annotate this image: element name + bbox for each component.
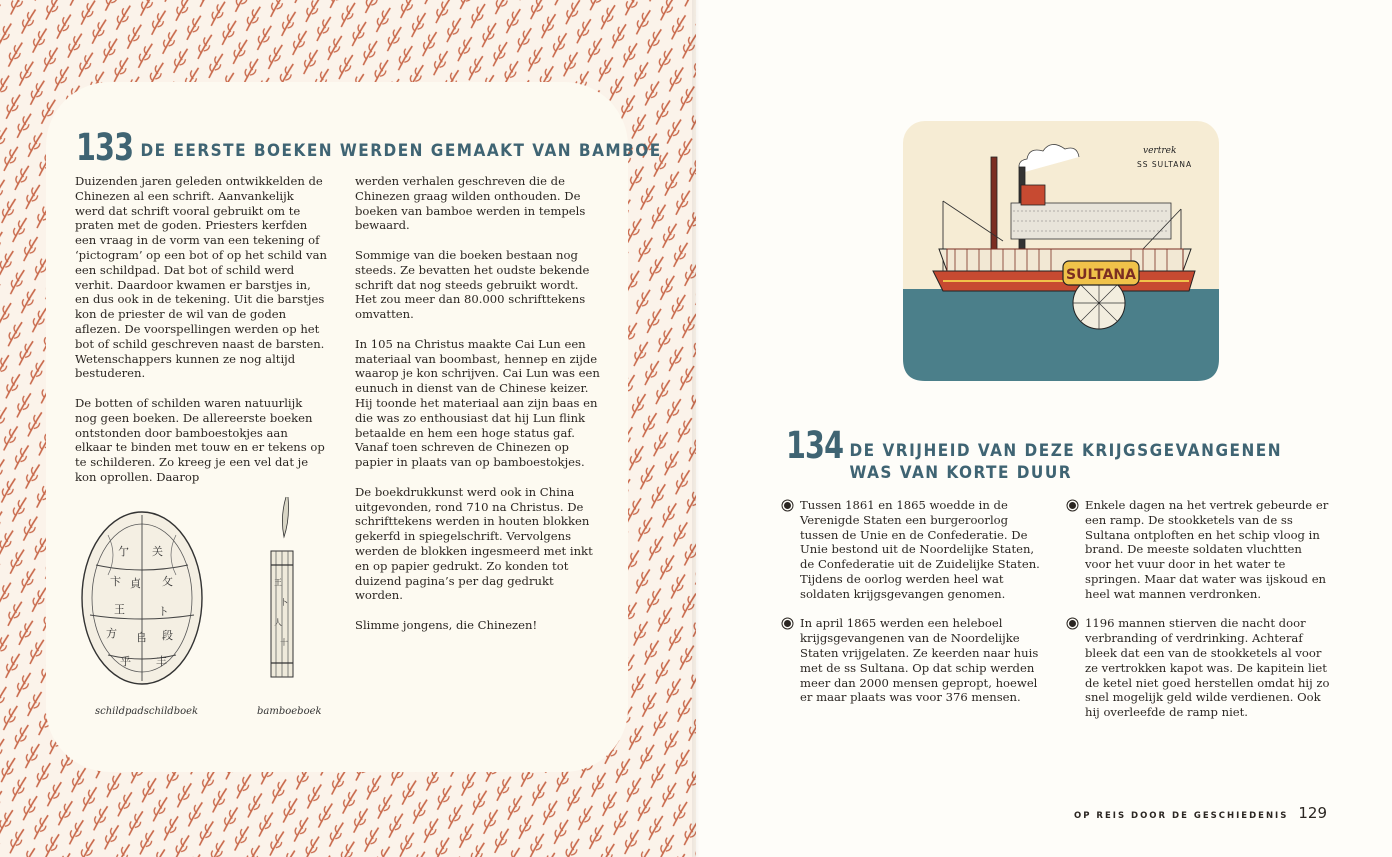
steamboat-sultana-illustration [903,121,1219,383]
section-title-line1: DE VRIJHEID VAN DEZE KRIJGSGEVANGENEN [849,441,1282,461]
svg-text:貞: 貞 [130,577,141,590]
text-column-2 [355,174,603,648]
svg-text:卜: 卜 [280,598,288,607]
running-footer-label: OP REIS DOOR DE GESCHIEDENIS [1074,811,1289,821]
section-number: 133 [76,126,134,169]
section-title-line2: WAS VAN KORTE DUUR [849,463,1073,483]
section-number: 134 [786,424,844,467]
right-page [696,0,1392,857]
bullet-icon [1069,620,1076,627]
bullet-text: Enkele dagen na het vertrek gebeurde er een ramp. De stookketels van de ss Sultana ontploften en het schip vloog in brand. De meeste soldaten vluchtten voor het vuur door in het water te springen. Maar dat water was ijskoud en heel wat mannen verdronken. [1085,498,1329,601]
section-heading-134 [786,424,1282,484]
svg-text:ト: ト [158,605,169,618]
bullet-icon [784,502,791,509]
section-heading-133 [76,126,662,169]
bullet-text: Tussen 1861 en 1865 woedde in de Verenigde Staten een burgeroorlog tussen de Unie en de Confederatie. De Unie bestond uit de Noordelijke Staten, de Confederatie uit de Zuidelijke Staten. Tijdens de oorlog werden heel wat soldaten krijgsgevangen genomen. [800,498,1040,601]
caption-turtle-shell: schildpadschildboek [95,706,199,717]
turtle-shell-illustration [78,505,210,695]
bullet-item [784,498,1040,602]
paragraph: De botten of schilden waren natuurlijk nog geen boeken. De allereerste boeken ontstonden door bamboestokjes aan elkaar te binden met touw en er tekens op te schilderen. Zo kreeg je een vel dat je kon oprollen. Daarop [75,395,325,484]
bullet-text: In april 1865 werden een heleboel krijgsgevangenen van de Noordelijke Staten vrijgelaten. Ze keerden naar huis met de ss Sultana. Op dat schip werden meer dan 2000 mensen gepropt, hoewel er maar plaats was voor 376 mensen. [800,616,1039,705]
ship-name-label: SULTANA [1066,267,1136,283]
svg-text:丰: 丰 [156,655,167,668]
svg-text:乎: 乎 [120,655,131,668]
bullet-item [784,616,1040,705]
bullet-icon [1069,502,1076,509]
caption-bamboo-book: bamboeboek [257,706,322,717]
paragraph: In 105 na Christus maakte Cai Lun een materiaal van boombast, hennep en zijde waarop je kon schrijven. Cai Lun was een eunuch in dienst van de Chinese keizer. Hij toonde het materiaal aan zijn baas en die was zo enthousiast dat hij Lun flink betaalde en hem een hoge status gaf. Vanaf toen schreven de Chinezen op papier in plaats van op bamboestokjes. [355,336,600,470]
svg-text:方: 方 [106,627,117,640]
text-column-1 [75,174,327,500]
page-number: 129 [1298,804,1327,822]
bullet-item [1069,616,1331,720]
illustration-caption-line2: SS SULTANA [1137,160,1193,169]
bullet-column-2 [1069,498,1331,735]
book-spine-shadow [692,0,700,857]
paragraph: De boekdrukkunst werd ook in China uitgevonden, rond 710 na Christus. De schrifttekens werden in houten blokken gekerfd in spiegelschrift. Vervolgens werden de blokken ingesmeerd met inkt en op papier gedrukt. Zo konden tot duizend pagina’s per dag gedrukt worden. [355,484,593,603]
svg-text:人: 人 [274,618,282,627]
svg-text:段: 段 [162,629,173,642]
svg-text:攵: 攵 [162,575,173,588]
svg-text:关: 关 [152,545,163,558]
bamboo-book-illustration [262,495,302,690]
svg-text:亇: 亇 [118,545,129,558]
bullet-column-1 [784,498,1040,720]
page-footer [1074,804,1327,822]
paragraph: Sommige van die boeken bestaan nog steeds. Ze bevatten het oudste bekende schrift dat nog steeds gebruikt wordt. Het zou meer dan 80.000 schrifttekens omvatten. [355,247,590,322]
paragraph: Slimme jongens, die Chinezen! [355,617,538,632]
section-title: DE EERSTE BOEKEN WERDEN GEMAAKT VAN BAMBOE [140,141,662,161]
bullet-text: 1196 mannen stierven die nacht door verbranding of verdrinking. Achteraf bleek dat een van de stookketels al voor ze vertrokken kapot was. De kapitein liet de ketel niet goed herstellen omdat hij zo snel mogelijk geld wilde verdienen. Ook hij overleefde de ramp niet. [1085,616,1330,720]
svg-text:卞: 卞 [110,575,121,588]
svg-text:𠂤: 𠂤 [136,631,147,644]
svg-text:王: 王 [114,603,125,616]
bullet-icon [784,620,791,627]
paragraph: Duizenden jaren geleden ontwikkelden de Chinezen al een schrift. Aanvankelijk werd dat schrift vooral gebruikt om te praten met de goden. Priesters kerfden een vraag in de vorm van een tekening of ‘pictogram’ op een bot of op het schild van een schildpad. Dat bot of schild werd verhit. Daardoor kwamen er barstjes in, en dus ook in de tekening. Uit die barstjes kon de priester de wil van de goden aflezen. De voorspellingen werden op het bot of schild geschreven naast de barsten. Wetenschappers kunnen ze nog altijd bestuderen. [75,174,327,381]
svg-text:王: 王 [274,578,282,587]
illustration-caption-line1: vertrek [1143,146,1177,156]
svg-text:十: 十 [280,638,288,647]
bullet-item [1069,498,1331,602]
paragraph: werden verhalen geschreven die de Chinezen graag wilden onthouden. De boeken van bamboe werden in tempels bewaard. [355,174,586,233]
